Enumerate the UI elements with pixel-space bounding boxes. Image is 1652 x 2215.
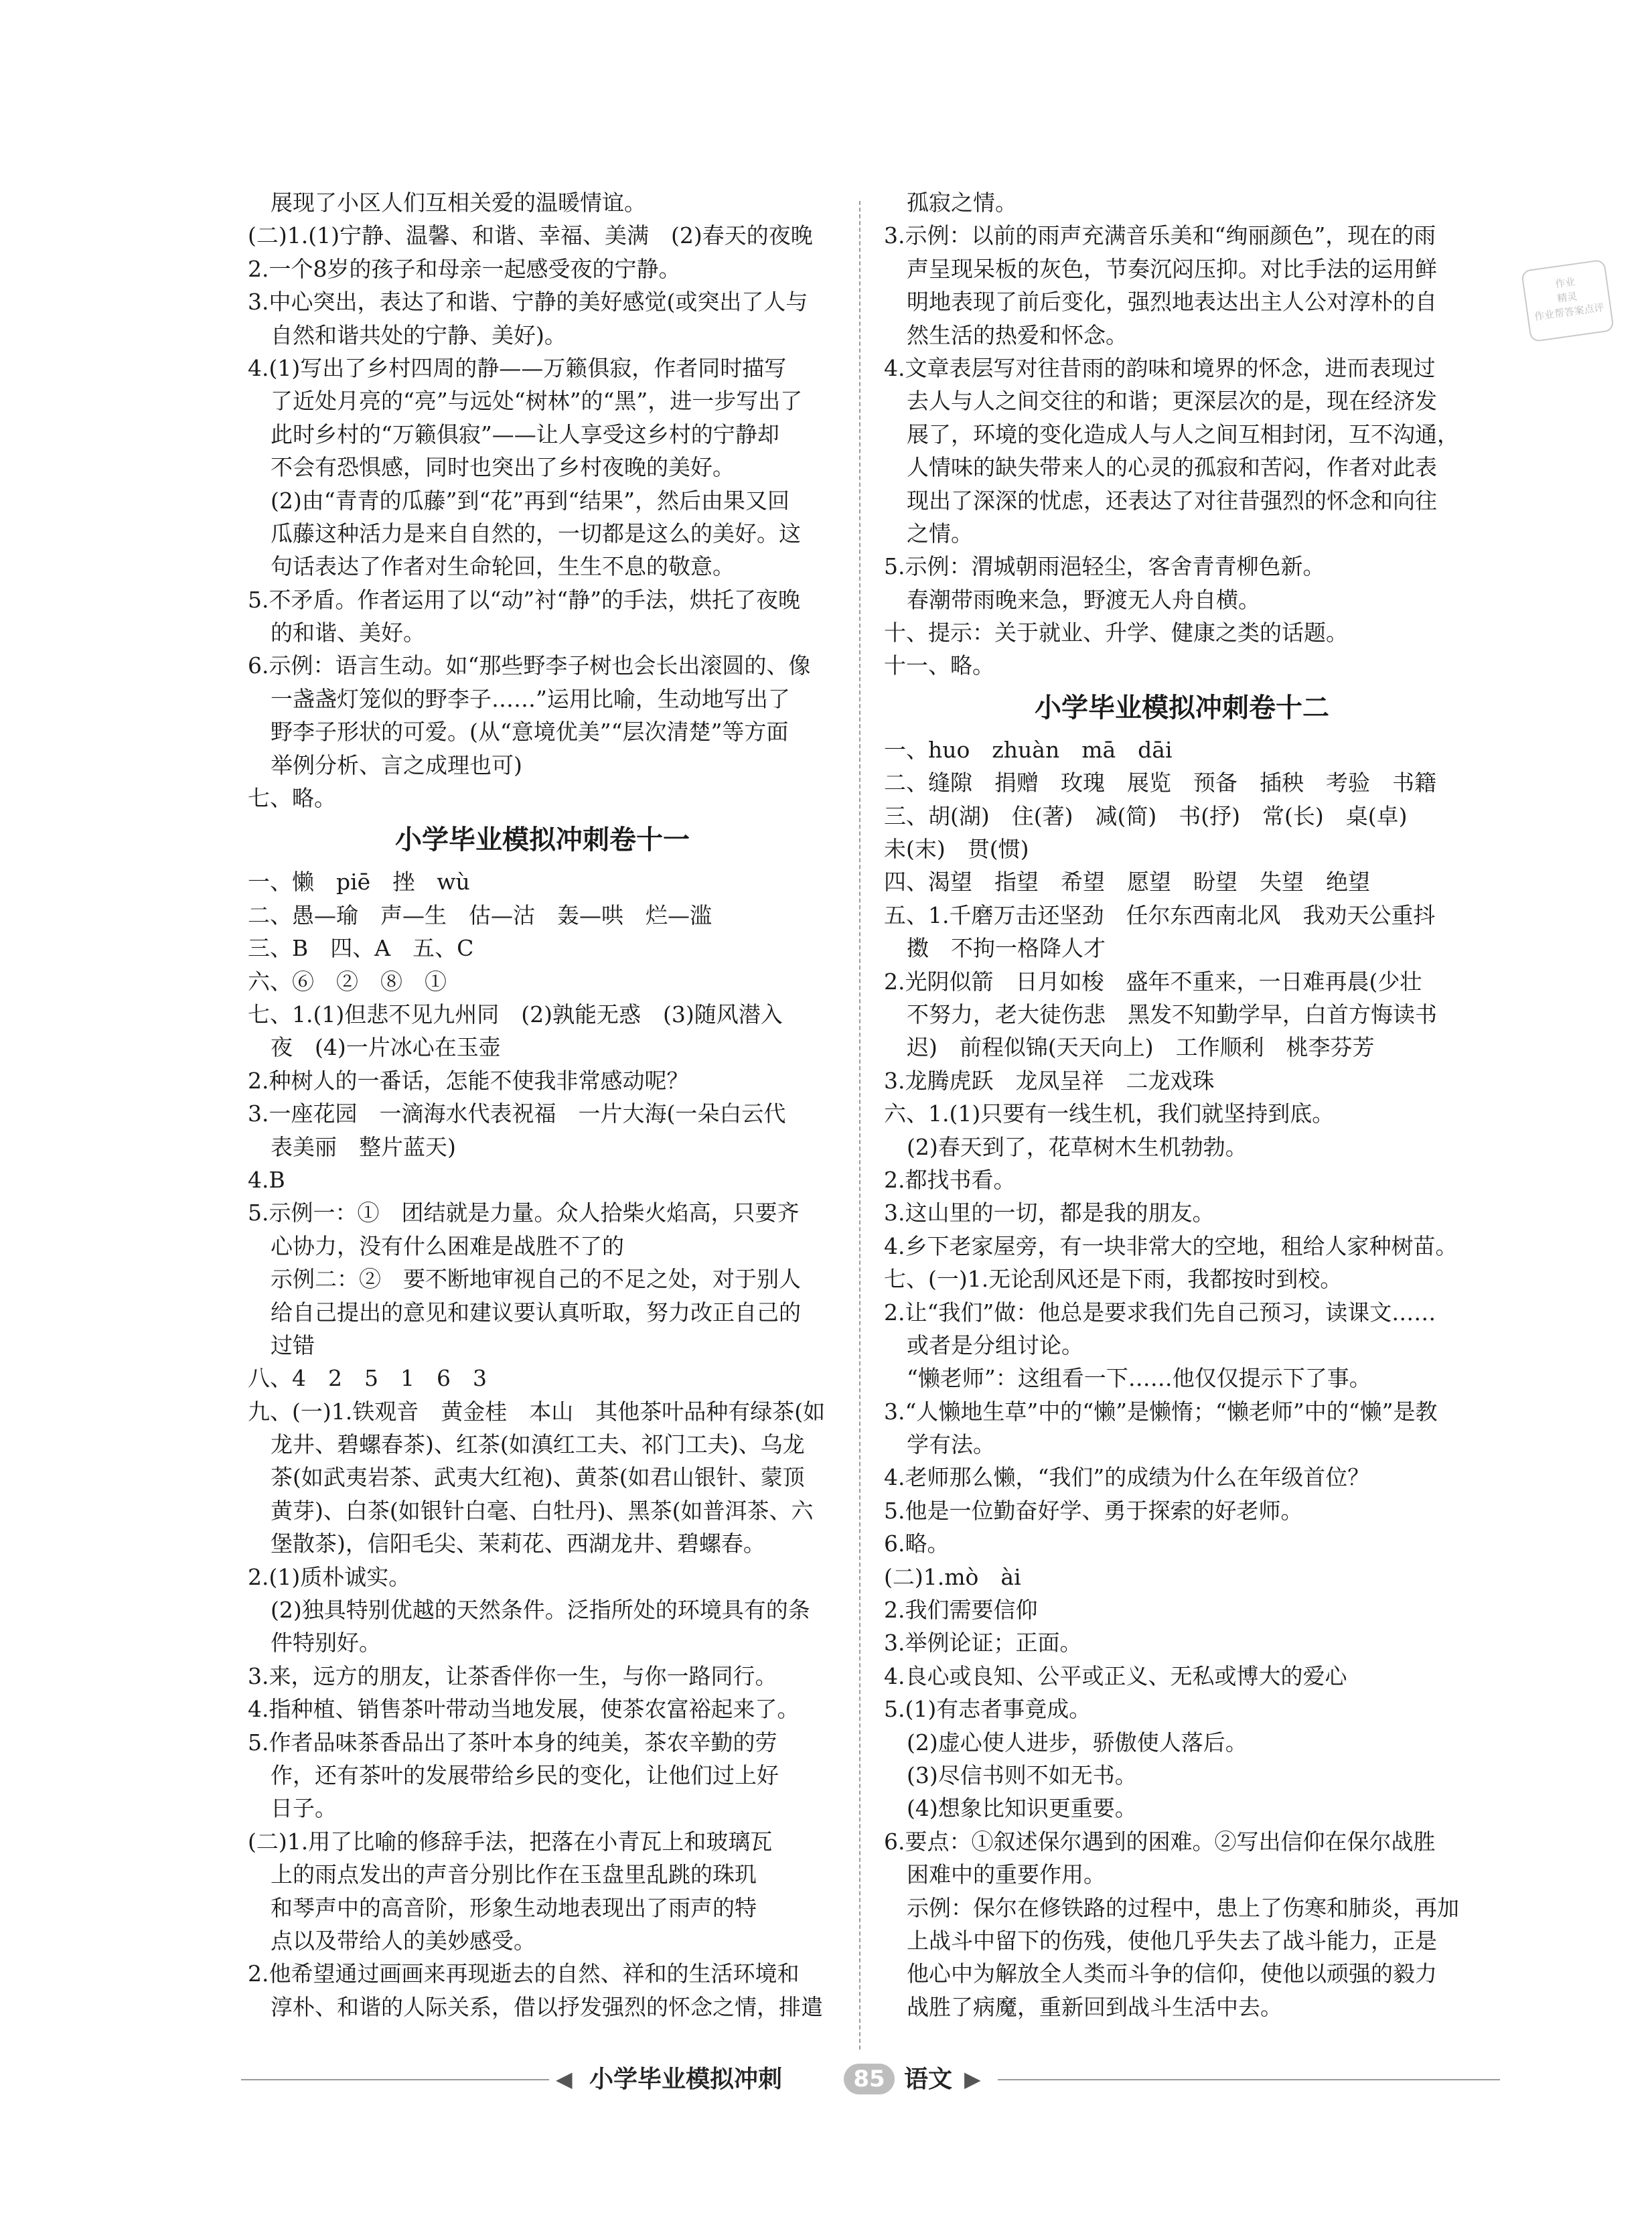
left-arrow-icon: ◀ [556,2066,573,2092]
answer-line: 3.“人懒地生草”中的“懒”是懒惰；“懒老师”中的“懒”是教 [884,1398,1438,1425]
answer-line: 七、(一)1.无论刮风还是下雨，我都按时到校。 [884,1266,1343,1293]
footer-rule-left [241,2079,549,2080]
answer-line: 2.光阴似箭 日月如梭 盛年不重来，一日难再晨(少壮 [884,968,1422,995]
answer-line: 4.乡下老家屋旁，有一块非常大的空地，租给人家种树苗。 [884,1232,1458,1259]
column-divider [859,201,860,2050]
answer-line: 茶(如武夷岩茶、武夷大红袍)、黄茶(如君山银针、蒙顶 [271,1464,805,1491]
answer-line: 3.龙腾虎跃 龙凤呈祥 二龙戏珠 [884,1067,1215,1094]
answer-line: 十一、略。 [884,652,994,679]
answer-line: 瓜藤这种活力是来自自然的，一切都是这么的美好。这 [271,520,801,547]
answer-line: 3.中心突出，表达了和谐、宁静的美好感觉(或突出了人与 [248,289,808,315]
answer-line: 黄芽)、白茶(如银针白毫、白牡丹)、黑茶(如普洱茶、六 [271,1497,814,1524]
answer-line: 孤寂之情。 [907,190,1017,216]
answer-line: (二)1.用了比喻的修辞手法，把落在小青瓦上和玻璃瓦 [248,1828,773,1855]
right-arrow-icon: ▶ [964,2066,981,2092]
answer-line: 不会有恐惧感，同时也突出了乡村夜晚的美好。 [271,454,735,481]
answer-line: 三、胡(湖) 住(著) 减(简) 书(抒) 常(长) 桌(卓) [884,802,1408,829]
answer-line: 5.他是一位勤奋好学、勇于探索的好老师。 [884,1497,1303,1524]
answer-line: 示例：保尔在修铁路的过程中，患上了伤寒和肺炎，再加 [907,1894,1459,1921]
answer-line: 不努力，老大徒伤悲 黑发不知勤学早，白首方悔读书 [907,1001,1437,1027]
answer-line: 堡散茶)，信阳毛尖、茉莉花、西湖龙井、碧螺春。 [271,1530,765,1557]
stamp-line-3: 作业帮答案点评 [1533,301,1605,324]
answer-line: (2)独具特别优越的天然条件。泛指所处的环境具有的条 [271,1597,810,1624]
answer-line: 声呈现呆板的灰色，节奏沉闷压抑。对比手法的运用鲜 [907,255,1437,282]
answer-line: 淳朴、和谐的人际关系，借以抒发强烈的怀念之情，排遣 [271,1993,823,2020]
answer-line: 5.示例：渭城朝雨浥轻尘，客舍青青柳色新。 [884,553,1325,580]
answer-line: 5.作者品味茶香品出了茶叶本身的纯美，茶农辛勤的劳 [248,1729,777,1756]
answer-line: 件特别好。 [271,1630,381,1656]
answer-line: 3.一座花园 一滴海水代表祝福 一片大海(一朵白云代 [248,1100,786,1127]
answer-line: 4.(1)写出了乡村四周的静——万籁俱寂，作者同时描写 [248,354,787,381]
answer-line: 然生活的热爱和怀念。 [907,321,1128,348]
answer-line: 4.文章表层写对往昔雨的韵味和境界的怀念，进而表现过 [884,354,1436,381]
answer-line: 的和谐、美好。 [271,620,425,646]
answer-line: 4.B [248,1166,285,1193]
answer-line: 2.我们需要信仰 [884,1597,1038,1624]
answer-line: 2.(1)质朴诚实。 [248,1563,411,1590]
answer-line: (2)虚心使人进步，骄傲使人落后。 [907,1729,1248,1756]
answer-line: 一盏盏灯笼似的野李子……”运用比喻，生动地写出了 [271,685,790,712]
answer-line: 了近处月亮的“亮”与远处“树林”的“黑”，进一步写出了 [271,388,803,415]
answer-line: 春潮带雨晚来急，野渡无人舟自横。 [907,586,1260,613]
stamp-line-2: 精灵 [1556,290,1578,305]
answer-line: 上战斗中留下的伤残，使他几乎失去了战斗能力，正是 [907,1927,1437,1954]
answer-line: 6.要点：①叙述保尔遇到的困难。②写出信仰在保尔战胜 [884,1828,1436,1855]
answer-line: 擞 不拘一格降人才 [907,935,1106,962]
footer-title: 小学毕业模拟冲刺 [589,2066,783,2093]
answer-line: 6.示例：语言生动。如“那些野李子树也会长出滚圆的、像 [248,652,811,679]
answer-line: 自然和谐共处的宁静、美好)。 [271,321,567,348]
answer-line: 之情。 [907,520,973,547]
answer-line: 此时乡村的“万籁俱寂”——让人享受这乡村的宁静却 [271,421,779,447]
answer-line: 5.示例一：① 团结就是力量。众人拾柴火焰高，只要齐 [248,1200,800,1226]
answer-line: (二)1.mò ài [884,1563,1021,1590]
answer-line: 4.老师那么懒，“我们”的成绩为什么在年级首位？ [884,1464,1370,1491]
stamp-line-1: 作业 [1554,275,1576,291]
answer-line: 2.一个8岁的孩子和母亲一起感受夜的宁静。 [248,255,681,282]
answer-line: 迟) 前程似锦(天天向上) 工作顺利 桃李芬芳 [907,1034,1375,1061]
answer-line: 一、懒 piē 挫 wù [248,869,470,896]
answer-line: 八、4 2 5 1 6 3 [248,1365,487,1392]
answer-line: 七、略。 [248,785,336,812]
answer-line: 二、缝隙 捐赠 玫瑰 展览 预备 插秧 考验 书籍 [884,770,1436,796]
answer-line: 4.指种植、销售茶叶带动当地发展，使茶农富裕起来了。 [248,1696,800,1723]
left-column [248,186,837,2023]
answer-line: 去人与人之间交往的和谐；更深层次的是，现在经济发 [907,388,1437,415]
section-heading: 小学毕业模拟冲刺卷十一 [395,825,690,856]
answer-line: (二)1.(1)宁静、温馨、和谐、幸福、美满 (2)春天的夜晚 [248,222,813,249]
answer-line: 3.示例：以前的雨声充满音乐美和“绚丽颜色”，现在的雨 [884,222,1436,249]
answer-line: (2)由“青青的瓜藤”到“花”再到“结果”，然后由果又回 [271,487,790,514]
answer-line: 2.让“我们”做：他总是要求我们先自己预习，读课文…… [884,1299,1436,1326]
answer-line: 心协力，没有什么困难是战胜不了的 [271,1232,624,1259]
answer-line: 2.种树人的一番话，怎能不使我非常感动呢？ [248,1067,689,1094]
answer-line: 2.他希望通过画画来再现逝去的自然、祥和的生活环境和 [248,1960,800,1987]
answer-line: 3.来，远方的朋友，让茶香伴你一生，与你一路同行。 [248,1662,777,1689]
answer-line: 或者是分组讨论。 [907,1332,1083,1358]
answer-line: (2)春天到了，花草树木生机勃勃。 [907,1133,1248,1160]
answer-line: 四、渴望 指望 希望 愿望 盼望 失望 绝望 [884,869,1370,896]
answer-line: 展了，环境的变化造成人与人之间互相封闭，互不沟通， [907,421,1459,447]
answer-line: 表美丽 整片蓝天) [271,1133,456,1160]
answer-line: 野李子形状的可爱。(从“意境优美”“层次清楚”等方面 [271,719,789,745]
page-number: 85 [844,2064,895,2094]
answer-line: 日子。 [271,1795,337,1822]
answer-line: 夜 (4)一片冰心在玉壶 [271,1034,501,1061]
answer-line: 点以及带给人的美妙感受。 [271,1927,536,1954]
answer-line: 困难中的重要作用。 [907,1861,1106,1888]
answer-line: 九、(一)1.铁观音 黄金桂 本山 其他茶叶品种有绿茶(如 [248,1398,826,1425]
answer-line: (4)想象比知识更重要。 [907,1795,1137,1822]
right-column [884,186,1480,2023]
section-heading: 小学毕业模拟冲刺卷十二 [1035,692,1329,723]
answer-line: 5.(1)有志者事竟成。 [884,1696,1092,1723]
answer-line: 过错 [271,1332,315,1358]
answer-line: 战胜了病魔，重新回到战斗生活中去。 [907,1993,1282,2020]
answer-line: “懒老师”：这组看一下……他仅仅提示下了事。 [907,1365,1371,1392]
answer-line: 五、1.千磨万击还坚劲 任尔东西南北风 我劝天公重抖 [884,902,1436,928]
answer-line: 作，还有茶叶的发展带给乡民的变化，让他们过上好 [271,1762,779,1788]
answer-line: 4.良心或良知、公平或正义、无私或博大的爱心 [884,1662,1347,1689]
answer-line: 示例二：② 要不断地审视自己的不足之处，对于别人 [271,1266,801,1293]
answer-line: 六、1.(1)只要有一线生机，我们就坚持到底。 [884,1100,1335,1127]
answer-line: 二、愚—瑜 声—生 估—沽 轰—哄 烂—滥 [248,902,712,928]
answer-line: 2.都找书看。 [884,1166,1016,1193]
answer-line: 和琴声中的高音阶，形象生动地表现出了雨声的特 [271,1894,757,1921]
answer-line: 3.举例论证；正面。 [884,1630,1082,1656]
answer-line: 展现了小区人们互相关爱的温暖情谊。 [271,190,646,216]
answer-line: 举例分析、言之成理也可) [271,752,522,778]
answer-line: 明地表现了前后变化，强烈地表达出主人公对淳朴的自 [907,289,1437,315]
answer-line: 3.这山里的一切，都是我的朋友。 [884,1200,1215,1226]
answer-line: 6.略。 [884,1530,950,1557]
footer-rule-right [998,2079,1500,2080]
answer-line: (3)尽信书则不如无书。 [907,1762,1137,1788]
answer-line: 句话表达了作者对生命轮回，生生不息的敬意。 [271,553,735,580]
answer-line: 六、⑥ ② ⑧ ① [248,968,447,995]
answer-line: 一、huo zhuàn mā dāi [884,736,1173,763]
answer-line: 七、1.(1)但悲不见九州同 (2)孰能无惑 (3)随风潜入 [248,1001,783,1027]
answer-line: 他心中为解放全人类而斗争的信仰，使他以顽强的毅力 [907,1960,1437,1987]
stamp-icon [1521,259,1615,342]
answer-line: 上的雨点发出的声音分别比作在玉盘里乱跳的珠玑 [271,1861,757,1888]
answer-line: 现出了深深的忧虑，还表达了对往昔强烈的怀念和向往 [907,487,1437,514]
answer-line: 未(末) 贯(惯) [884,836,1029,863]
answer-line: 十、提示：关于就业、升学、健康之类的话题。 [884,620,1348,646]
answer-line: 人情味的缺失带来人的心灵的孤寂和苦闷，作者对此表 [907,454,1437,481]
answer-line: 三、B 四、A 五、C [248,935,474,962]
footer-subject: 语文 [904,2066,953,2093]
page-footer [241,2060,1500,2100]
answer-line: 学有法。 [907,1431,995,1458]
answer-line: 龙井、碧螺春茶)、红茶(如滇红工夫、祁门工夫)、乌龙 [271,1431,805,1458]
answer-line: 5.不矛盾。作者运用了以“动”衬“静”的手法，烘托了夜晚 [248,586,800,613]
answer-line: 给自己提出的意见和建议要认真听取，努力改正自己的 [271,1299,801,1326]
